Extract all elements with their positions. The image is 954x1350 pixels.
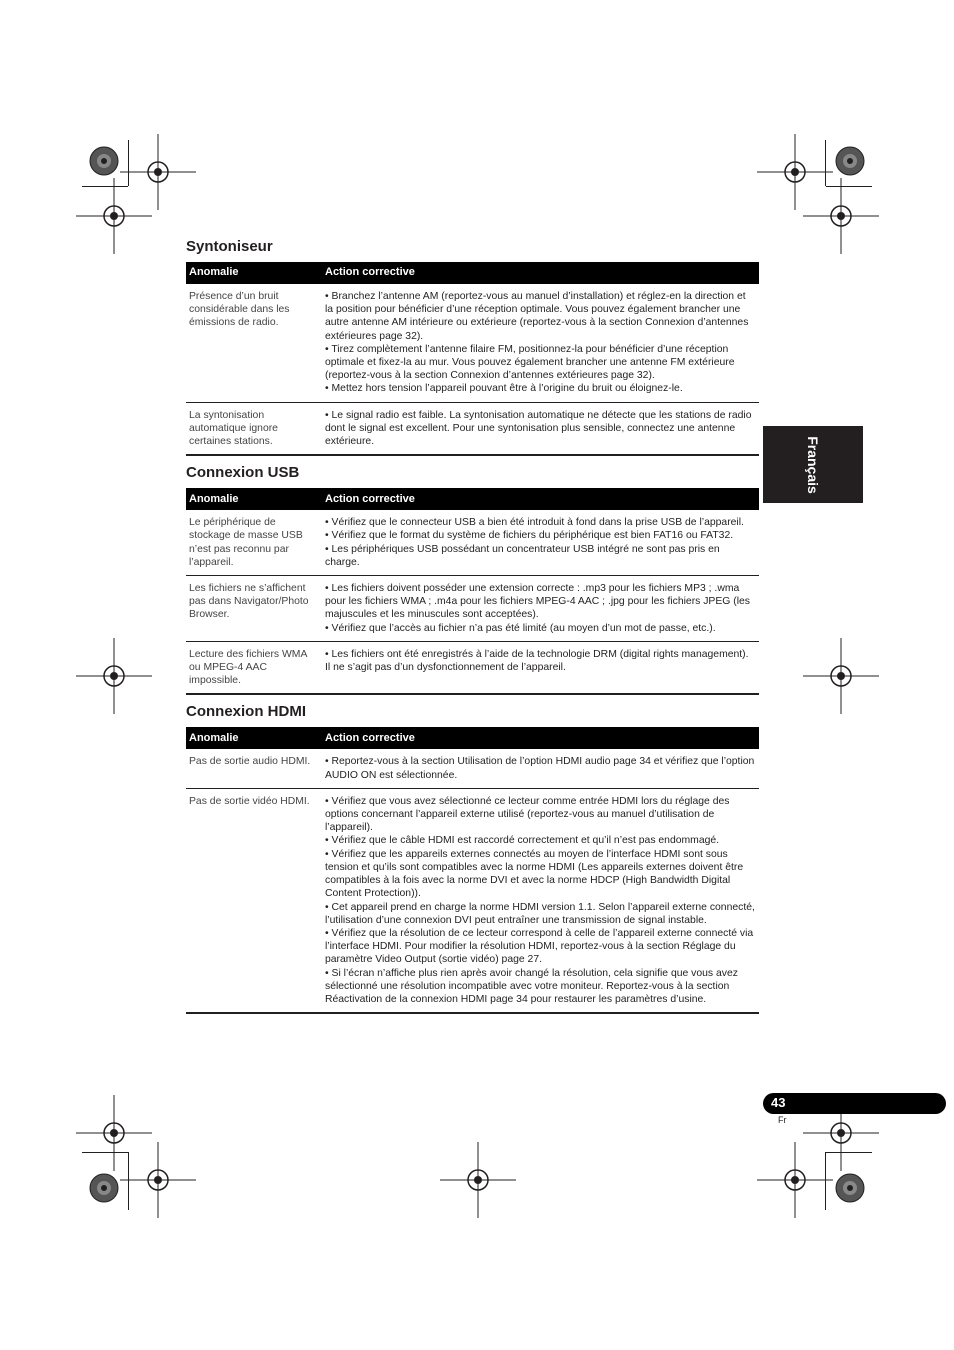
- troubleshooting-table: [186, 488, 759, 695]
- action-cell: [322, 510, 759, 575]
- page-language-code: Fr: [778, 1115, 787, 1125]
- troubleshooting-table: [186, 262, 759, 456]
- troubleshooting-content: [186, 238, 759, 1022]
- action-item: • Cet appareil prend en charge la norme HDMI version 1.1. Selon l’appareil externe connecté, l’utilisation d’une connexion DVI peut entraîner une transmission de signal instable.: [325, 901, 755, 926]
- action-item: • Le signal radio est faible. La syntonisation automatique ne détecte que les stations de radio dont le signal est excellent. Pour une syntonisation plus sensible, connectez une antenne extérieure.: [325, 409, 752, 448]
- table-header-row: [186, 727, 759, 749]
- action-item: • Les périphériques USB possédant un concentrateur USB intégré ne sont pas pris en charge.: [325, 543, 720, 568]
- action-cell: [322, 576, 759, 642]
- action-item: • Vérifiez que l’accès au fichier n’a pas été limité (au moyen d’un mot de passe, etc.).: [325, 622, 716, 634]
- trim-line: [826, 186, 872, 187]
- page-number: 43: [771, 1095, 786, 1110]
- table-row: [186, 402, 759, 455]
- action-item: • Vérifiez que le connecteur USB a bien été introduit à fond dans la prise USB de l’appareil.: [325, 517, 744, 529]
- crosshair-icon: [438, 1140, 518, 1220]
- action-item: • Vérifiez que le format du système de fichiers du périphérique est bien FAT16 ou FAT32.: [325, 530, 734, 542]
- problem-cell: Pas de sortie vidéo HDMI.: [189, 795, 310, 807]
- action-item: • Vérifiez que la résolution de ce lecteur correspond à celle de l’appareil externe connecté via l’interface HDMI. Pour modifier la résolution HDMI, reportez-vous à la section Réglage du paramètre Video Output (sortie vidéo) page 27.: [325, 927, 754, 966]
- column-header-action: Action corrective: [322, 727, 759, 749]
- action-cell: [322, 788, 759, 1013]
- column-header-action: Action corrective: [322, 488, 759, 510]
- section-usb: [186, 464, 759, 695]
- column-header-problem: Anomalie: [186, 488, 322, 510]
- table-row: [186, 284, 759, 402]
- problem-cell: Le périphérique de stockage de masse USB n’est pas reconnu par l’appareil.: [189, 517, 303, 568]
- crosshair-icon: [801, 176, 881, 256]
- action-cell: [322, 749, 759, 788]
- action-cell: [322, 402, 759, 455]
- troubleshooting-table: [186, 727, 759, 1014]
- trim-line: [128, 1152, 129, 1210]
- language-tab-label: Français: [805, 435, 821, 494]
- table-row: [186, 641, 759, 694]
- action-item: • Vérifiez que les appareils externes connectés au moyen de l’interface HDMI sont sous tension et qu’ils sont compatibles avec la norme HDMI (Les appareils externes doivent être compatibles à la fois avec la norme DVI et avec la norme HDCP (High Bandwidth Digital Content Protection)).: [325, 848, 744, 900]
- registration-rosette-bottom-right: [835, 1173, 865, 1203]
- action-item: • Les fichiers ont été enregistrés à l’aide de la technologie DRM (digital rights management). Il ne s’agit pas d’un dysfonctionnement de l’appareil.: [325, 648, 749, 674]
- table-row: [186, 749, 759, 788]
- section-tuner: [186, 238, 759, 456]
- action-item: • Tirez complètement l’antenne filaire FM, positionnez-la pour bénéficier d’une réception optimale et fixez-la au mur. Vous pouvez également brancher une antenne FM extérieure (reportez-vous à la section Connexion d’antennes extérieures page 32).: [325, 343, 735, 382]
- action-item: • Vérifiez que le câble HDMI est raccordé correctement et qu’il n’est pas endommagé.: [325, 835, 720, 847]
- registration-rosette-top-left: [89, 146, 119, 176]
- column-header-problem: Anomalie: [186, 262, 322, 284]
- registration-rosette-bottom-left: [89, 1173, 119, 1203]
- crosshair-icon: [118, 1140, 198, 1220]
- problem-cell: Présence d’un bruit considérable dans les émissions de radio.: [189, 291, 290, 329]
- crosshair-icon: [74, 176, 154, 256]
- language-tab: [763, 426, 863, 503]
- trim-line: [82, 186, 128, 187]
- table-row: [186, 576, 759, 642]
- column-header-problem: Anomalie: [186, 727, 322, 749]
- action-item: • Reportez-vous à la section Utilisation de l’option HDMI audio page 34 et vérifiez que l’option AUDIO ON est sélectionnée.: [325, 756, 755, 781]
- trim-line: [82, 1152, 128, 1153]
- action-item: • Branchez l’antenne AM (reportez-vous au manuel d’installation) et réglez-en la direction et la position pour bénéficier d’une réception optimale. Vous pouvez également brancher une autre antenne AM intérieure ou extérieure (reportez-vous à la section Connexion d’antennes extérieures page 32).: [325, 291, 749, 342]
- trim-line: [825, 1152, 826, 1210]
- trim-line: [826, 1152, 872, 1153]
- section-title: Connexion USB: [186, 464, 300, 482]
- action-item: • Les fichiers doivent posséder une extension correcte : .mp3 pour les fichiers MP3 ; .wma pour les fichiers WMA ; .m4a pour les fichiers MPEG-4 AAC ; .jpg pour les fichiers JPEG (les majuscules et les minuscules sont acceptées).: [325, 583, 751, 621]
- problem-cell: La syntonisation automatique ignore certaines stations.: [189, 409, 278, 448]
- problem-cell: Pas de sortie audio HDMI.: [189, 756, 311, 768]
- page-number-badge: [763, 1093, 946, 1114]
- action-item: • Mettez hors tension l’appareil pouvant être à l’origine du bruit ou éloignez-le.: [325, 383, 683, 395]
- table-row: [186, 788, 759, 1013]
- action-item: • Si l’écran n’affiche plus rien après avoir changé la résolution, cela signifie que vous avez sélectionné une résolution incompatible avec votre moniteur. Reportez-vous à la section Réactivation de la connexion HDMI page 34 pour restaurer les paramètres d’usine.: [325, 967, 738, 1005]
- action-cell: [322, 284, 759, 402]
- column-header-action: Action corrective: [322, 262, 759, 284]
- trim-line: [825, 140, 826, 186]
- registration-rosette-top-right: [835, 146, 865, 176]
- section-hdmi: [186, 703, 759, 1014]
- table-row: [186, 510, 759, 575]
- problem-cell: Les fichiers ne s’affichent pas dans Navigator/Photo Browser.: [189, 583, 309, 621]
- crosshair-icon: [755, 1140, 835, 1220]
- action-cell: [322, 641, 759, 694]
- section-title: Syntoniseur: [186, 238, 273, 255]
- crosshair-icon: [801, 636, 881, 716]
- problem-cell: Lecture des fichiers WMA ou MPEG-4 AAC impossible.: [189, 648, 307, 687]
- crosshair-icon: [74, 636, 154, 716]
- action-item: • Vérifiez que vous avez sélectionné ce lecteur comme entrée HDMI lors du réglage des options concernant l’appareil externe utilisé (reportez-vous au manuel d’utilisation de l’appareil).: [325, 795, 730, 834]
- table-header-row: [186, 262, 759, 284]
- section-title: Connexion HDMI: [186, 703, 306, 721]
- table-header-row: [186, 488, 759, 510]
- trim-line: [128, 140, 129, 186]
